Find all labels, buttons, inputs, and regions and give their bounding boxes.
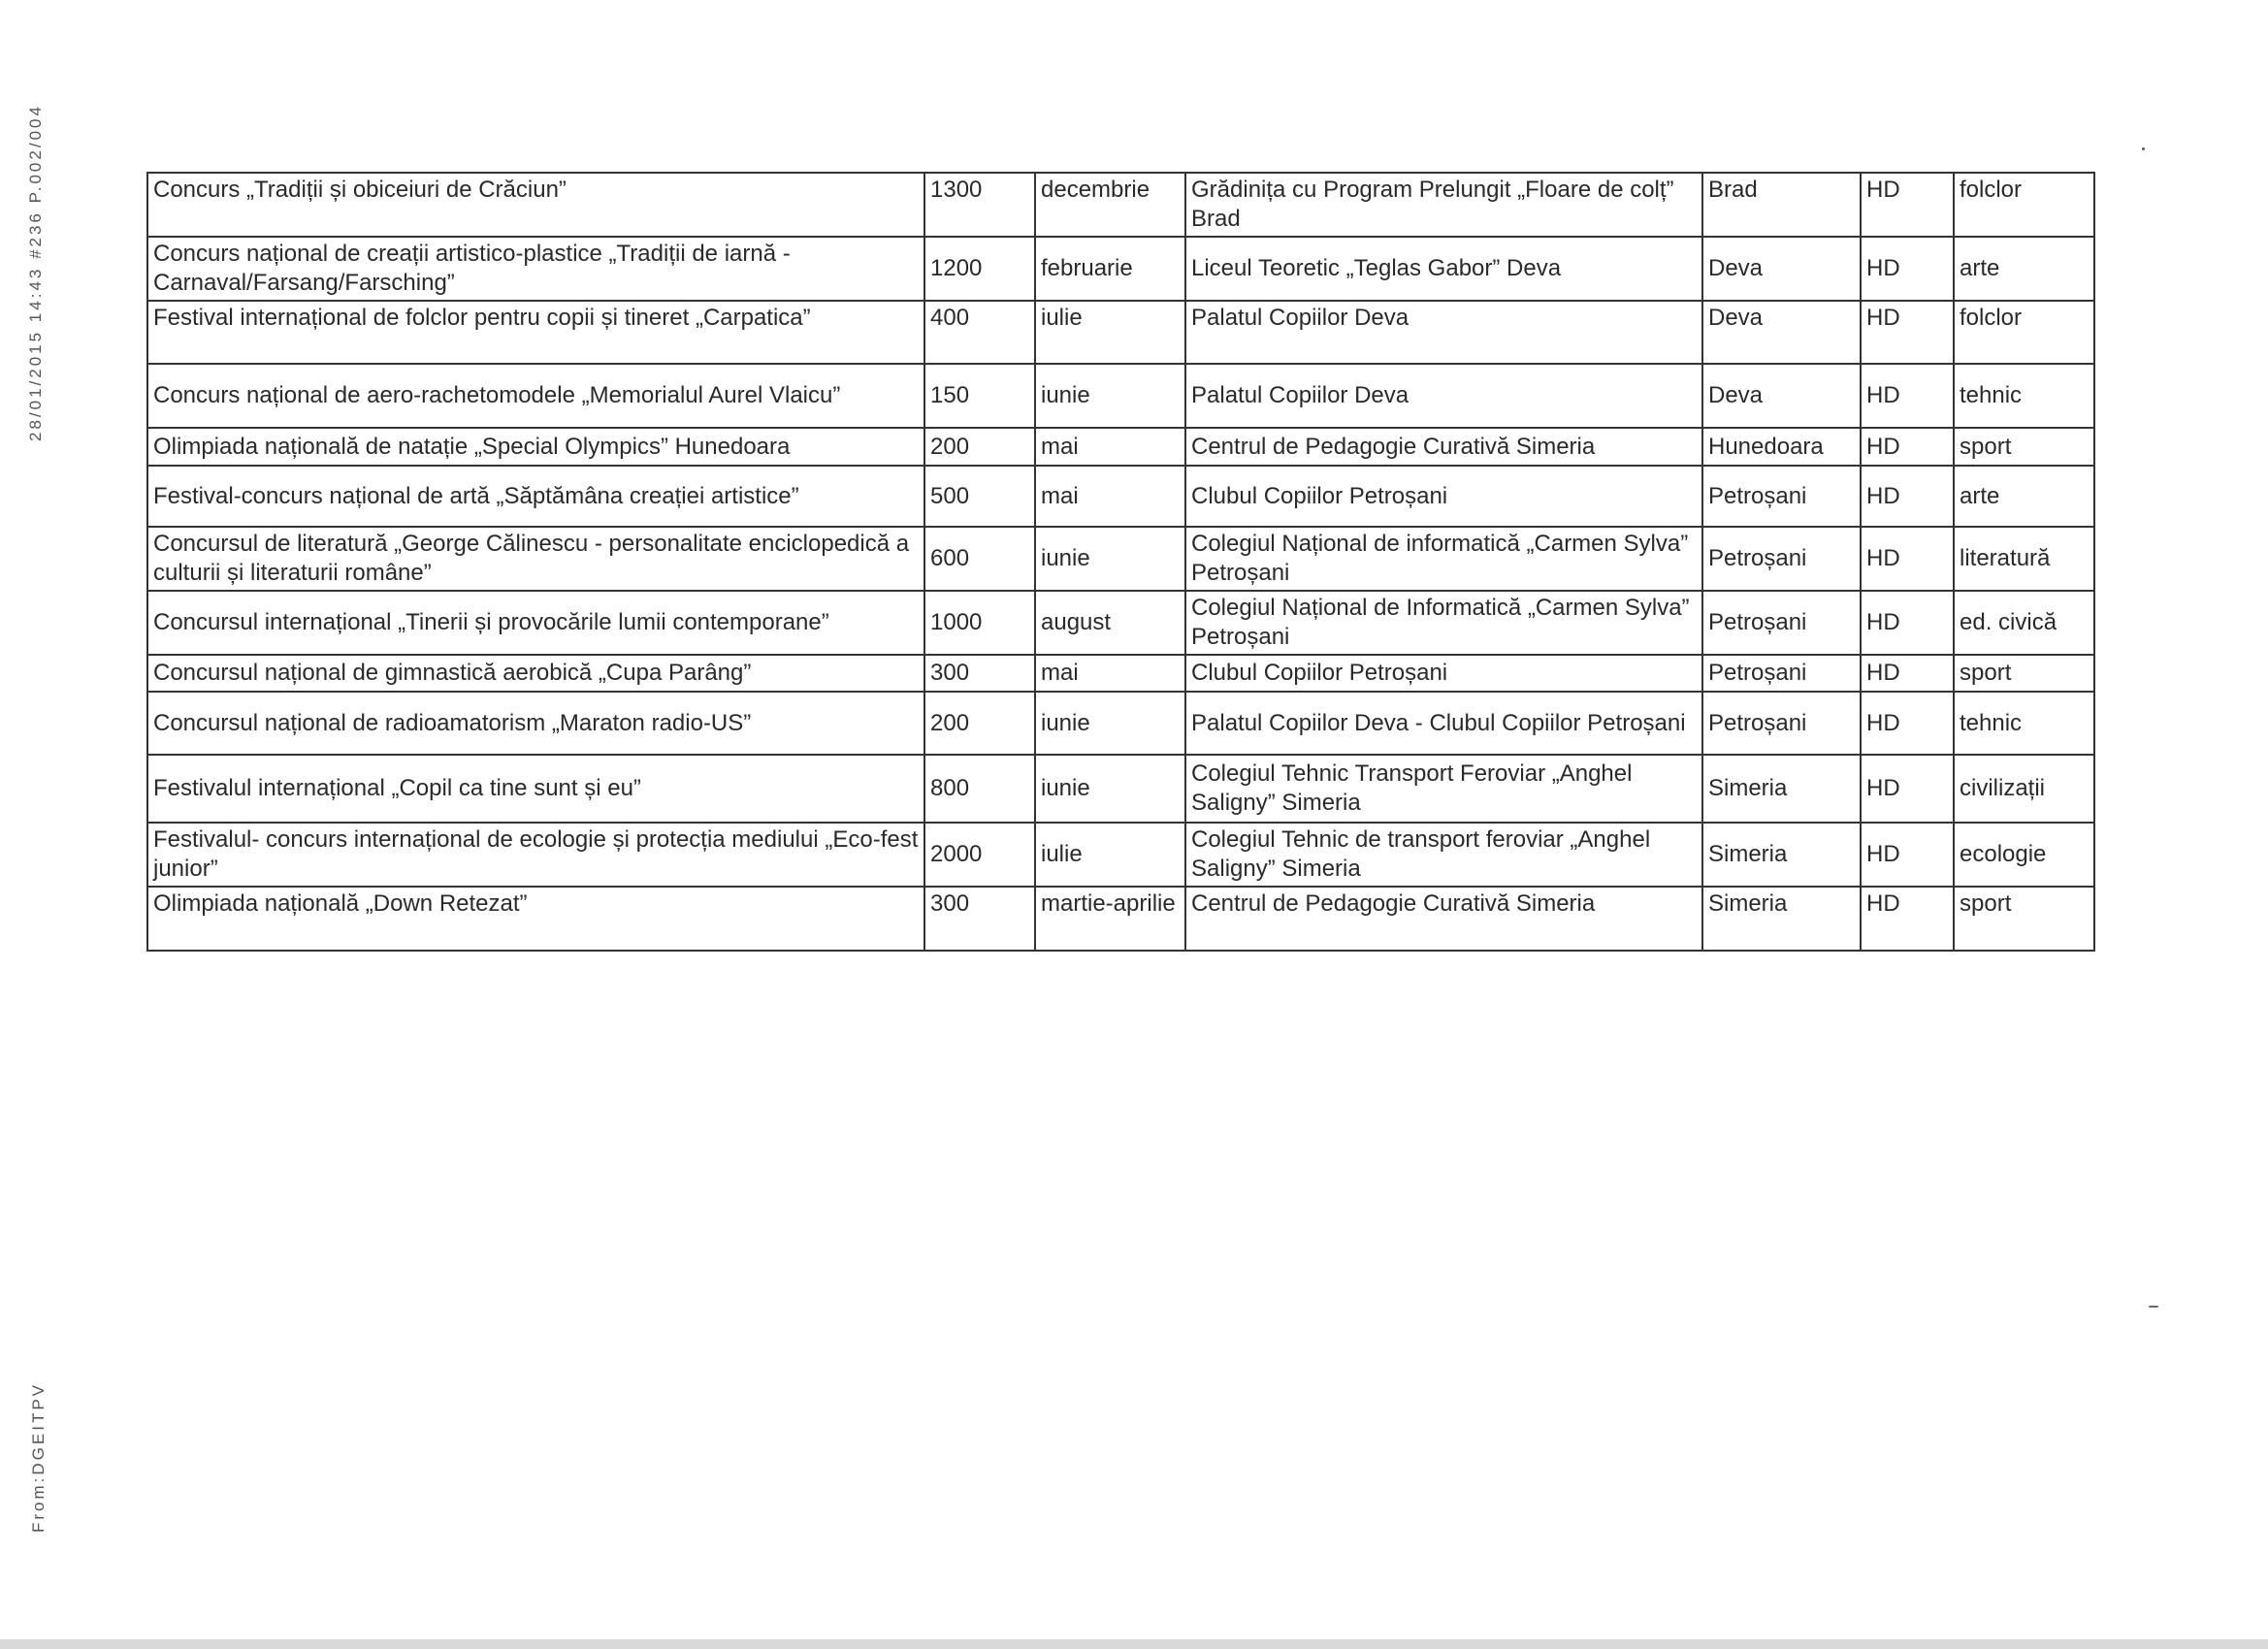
month-cell: mai xyxy=(1035,655,1185,692)
county-cell: HD xyxy=(1861,466,1954,527)
month-cell: iunie xyxy=(1035,527,1185,591)
participants-cell: 1000 xyxy=(924,591,1035,655)
table-row xyxy=(147,755,2094,823)
participants-cell: 150 xyxy=(924,364,1035,428)
month-cell: martie-aprilie xyxy=(1035,887,1185,951)
participants-cell: 300 xyxy=(924,655,1035,692)
fax-header-margin-text: 28/01/2015 14:43 #236 P.002/004 xyxy=(26,104,45,441)
organizer-cell: Clubul Copiilor Petroșani xyxy=(1185,655,1702,692)
field-cell: arte xyxy=(1954,466,2094,527)
participants-cell: 1200 xyxy=(924,237,1035,301)
event-name-cell: Festival-concurs național de artă „Săptămâna creației artistice” xyxy=(147,466,924,527)
participants-cell: 2000 xyxy=(924,823,1035,887)
county-cell: HD xyxy=(1861,591,1954,655)
city-cell: Deva xyxy=(1702,301,1861,364)
scan-speck xyxy=(2149,1306,2158,1308)
event-name-cell: Concursul de literatură „George Călinescu - personalitate enciclopedică a culturii și literaturii române” xyxy=(147,527,924,591)
table-row xyxy=(147,301,2094,364)
organizer-cell: Palatul Copiilor Deva - Clubul Copiilor Petroșani xyxy=(1185,692,1702,755)
table-row xyxy=(147,591,2094,655)
table-row xyxy=(147,237,2094,301)
field-cell: sport xyxy=(1954,428,2094,466)
month-cell: iulie xyxy=(1035,823,1185,887)
organizer-cell: Colegiul Tehnic de transport feroviar „Anghel Saligny” Simeria xyxy=(1185,823,1702,887)
field-cell: ed. civică xyxy=(1954,591,2094,655)
organizer-cell: Grădinița cu Program Prelungit „Floare de colț” Brad xyxy=(1185,173,1702,237)
table-row xyxy=(147,173,2094,237)
event-name-cell: Festivalul internațional „Copil ca tine sunt și eu” xyxy=(147,755,924,823)
city-cell: Petroșani xyxy=(1702,466,1861,527)
month-cell: iunie xyxy=(1035,364,1185,428)
participants-cell: 200 xyxy=(924,692,1035,755)
county-cell: HD xyxy=(1861,887,1954,951)
field-cell: literatură xyxy=(1954,527,2094,591)
table-row xyxy=(147,364,2094,428)
county-cell: HD xyxy=(1861,655,1954,692)
month-cell: decembrie xyxy=(1035,173,1185,237)
scan-speck xyxy=(2142,147,2145,150)
organizer-cell: Colegiul Tehnic Transport Feroviar „Anghel Saligny” Simeria xyxy=(1185,755,1702,823)
field-cell: folclor xyxy=(1954,173,2094,237)
table-row xyxy=(147,655,2094,692)
event-name-cell: Festival internațional de folclor pentru copii și tineret „Carpatica” xyxy=(147,301,924,364)
organizer-cell: Palatul Copiilor Deva xyxy=(1185,364,1702,428)
participants-cell: 300 xyxy=(924,887,1035,951)
city-cell: Deva xyxy=(1702,364,1861,428)
participants-cell: 1300 xyxy=(924,173,1035,237)
city-cell: Petroșani xyxy=(1702,591,1861,655)
month-cell: iulie xyxy=(1035,301,1185,364)
month-cell: mai xyxy=(1035,466,1185,527)
organizer-cell: Palatul Copiilor Deva xyxy=(1185,301,1702,364)
field-cell: tehnic xyxy=(1954,692,2094,755)
city-cell: Simeria xyxy=(1702,887,1861,951)
month-cell: august xyxy=(1035,591,1185,655)
organizer-cell: Clubul Copiilor Petroșani xyxy=(1185,466,1702,527)
table-row xyxy=(147,692,2094,755)
organizer-cell: Centrul de Pedagogie Curativă Simeria xyxy=(1185,887,1702,951)
city-cell: Simeria xyxy=(1702,755,1861,823)
event-name-cell: Concursul internațional „Tinerii și provocările lumii contemporane” xyxy=(147,591,924,655)
table-row xyxy=(147,428,2094,466)
county-cell: HD xyxy=(1861,237,1954,301)
fax-sender-margin-text: From:DGEITPV xyxy=(29,1381,48,1533)
event-name-cell: Concursul național de gimnastică aerobică „Cupa Parâng” xyxy=(147,655,924,692)
organizer-cell: Liceul Teoretic „Teglas Gabor” Deva xyxy=(1185,237,1702,301)
county-cell: HD xyxy=(1861,364,1954,428)
field-cell: arte xyxy=(1954,237,2094,301)
field-cell: folclor xyxy=(1954,301,2094,364)
month-cell: mai xyxy=(1035,428,1185,466)
county-cell: HD xyxy=(1861,527,1954,591)
organizer-cell: Colegiul Național de informatică „Carmen Sylva” Petroșani xyxy=(1185,527,1702,591)
city-cell: Simeria xyxy=(1702,823,1861,887)
event-name-cell: Concursul național de radioamatorism „Maraton radio-US” xyxy=(147,692,924,755)
table-row xyxy=(147,823,2094,887)
event-name-cell: Olimpiada națională de natație „Special Olympics” Hunedoara xyxy=(147,428,924,466)
event-name-cell: Festivalul- concurs internațional de ecologie și protecția mediului „Eco-fest junior” xyxy=(147,823,924,887)
event-name-cell: Concurs național de creații artistico-plastice „Tradiții de iarnă - Carnaval/Farsang/Farsching” xyxy=(147,237,924,301)
county-cell: HD xyxy=(1861,301,1954,364)
city-cell: Petroșani xyxy=(1702,655,1861,692)
scan-bottom-edge xyxy=(0,1639,2268,1649)
month-cell: februarie xyxy=(1035,237,1185,301)
events-table xyxy=(146,172,2095,952)
field-cell: sport xyxy=(1954,655,2094,692)
participants-cell: 200 xyxy=(924,428,1035,466)
county-cell: HD xyxy=(1861,173,1954,237)
month-cell: iunie xyxy=(1035,755,1185,823)
county-cell: HD xyxy=(1861,823,1954,887)
month-cell: iunie xyxy=(1035,692,1185,755)
city-cell: Petroșani xyxy=(1702,692,1861,755)
city-cell: Petroșani xyxy=(1702,527,1861,591)
city-cell: Brad xyxy=(1702,173,1861,237)
participants-cell: 500 xyxy=(924,466,1035,527)
event-name-cell: Olimpiada națională „Down Retezat” xyxy=(147,887,924,951)
county-cell: HD xyxy=(1861,428,1954,466)
organizer-cell: Colegiul Național de Informatică „Carmen Sylva” Petroșani xyxy=(1185,591,1702,655)
participants-cell: 600 xyxy=(924,527,1035,591)
city-cell: Deva xyxy=(1702,237,1861,301)
event-name-cell: Concurs național de aero-rachetomodele „Memorialul Aurel Vlaicu” xyxy=(147,364,924,428)
organizer-cell: Centrul de Pedagogie Curativă Simeria xyxy=(1185,428,1702,466)
event-name-cell: Concurs „Tradiții și obiceiuri de Crăciun” xyxy=(147,173,924,237)
field-cell: ecologie xyxy=(1954,823,2094,887)
field-cell: tehnic xyxy=(1954,364,2094,428)
table-row xyxy=(147,527,2094,591)
county-cell: HD xyxy=(1861,755,1954,823)
county-cell: HD xyxy=(1861,692,1954,755)
table-row xyxy=(147,466,2094,527)
participants-cell: 800 xyxy=(924,755,1035,823)
field-cell: sport xyxy=(1954,887,2094,951)
field-cell: civilizații xyxy=(1954,755,2094,823)
participants-cell: 400 xyxy=(924,301,1035,364)
city-cell: Hunedoara xyxy=(1702,428,1861,466)
table-row xyxy=(147,887,2094,951)
